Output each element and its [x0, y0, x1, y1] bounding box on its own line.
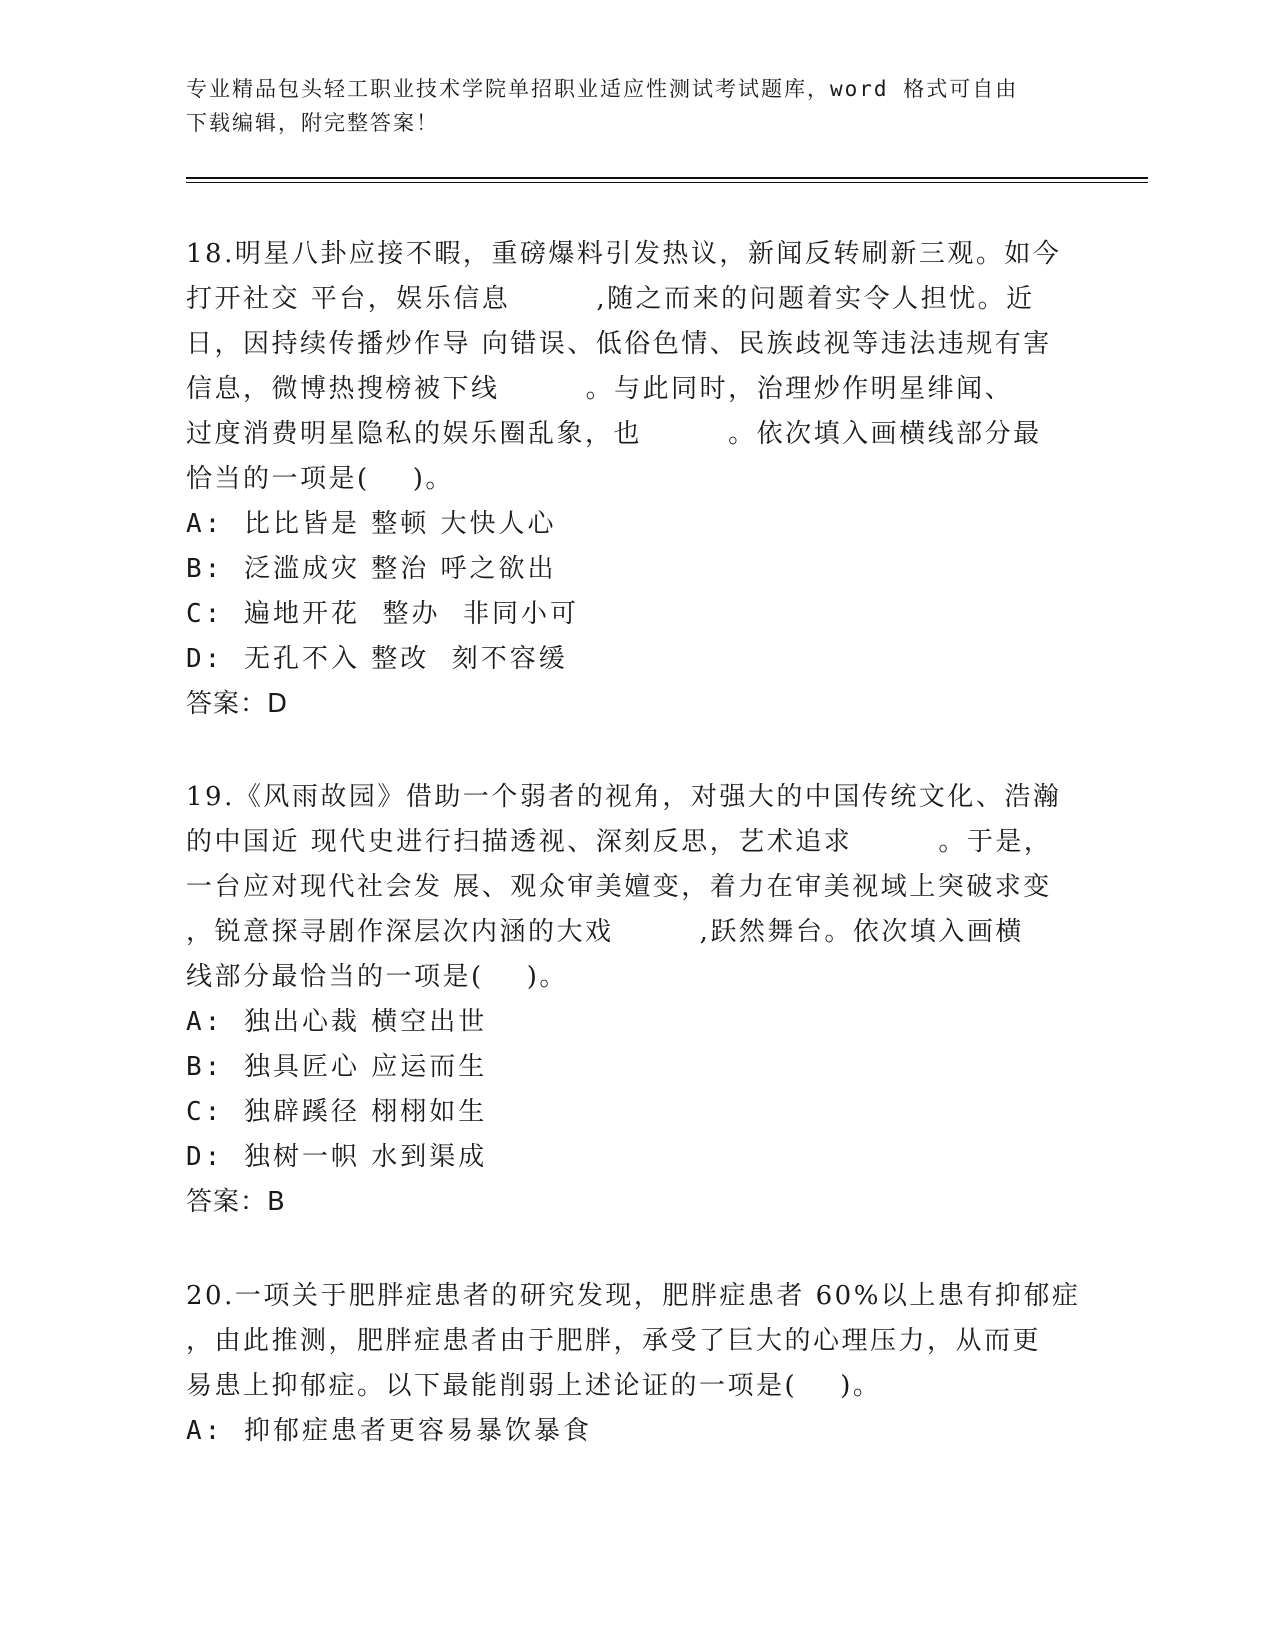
answer-line: 答案：B: [186, 1187, 286, 1217]
option-d: [186, 637, 1066, 682]
stem-line: 日，因持续传播炒作导 向错误、低俗色情、民族歧视等违法违规有害: [186, 329, 1052, 359]
stem-line: ，锐意探寻剧作深层次内涵的大戏 ,跃然舞台。依次填入画横: [186, 917, 1024, 947]
stem-line: 一台应对现代社会发 展、观众审美嬗变，着力在审美视域上突破求变: [186, 872, 1052, 902]
option-text: 抑郁症患者更容易暴饮暴食: [244, 1416, 593, 1446]
option-key: C:: [186, 1097, 224, 1127]
stem-line: 线部分最恰当的一项是( )。: [186, 962, 568, 992]
question-stem: [186, 775, 1066, 1000]
option-key: B:: [186, 554, 224, 584]
stem-line: 20.一项关于肥胖症患者的研究发现，肥胖症患者 60%以上患有抑郁症: [186, 1281, 1081, 1311]
stem-line: 打开社交 平台，娱乐信息 ,随之而来的问题着实令人担忧。近: [186, 284, 1035, 314]
answer-line: 答案：D: [186, 689, 289, 719]
option-key: C:: [186, 599, 224, 629]
question-stem: [186, 232, 1066, 502]
option-text: 独具匠心 应运而生: [244, 1052, 488, 1082]
option-text: 比比皆是 整顿 大快人心: [244, 509, 557, 539]
stem-line: 的中国近 现代史进行扫描透视、深刻反思，艺术追求 。于是，: [186, 827, 1053, 857]
option-text: 独出心裁 横空出世: [244, 1007, 488, 1037]
option-key: A:: [186, 1007, 224, 1037]
stem-line: 信息，微博热搜榜被下线 。与此同时，治理炒作明星绯闻、: [186, 374, 1014, 404]
option-key: B:: [186, 1052, 224, 1082]
option-b: [186, 547, 1066, 592]
header-divider-thick: [186, 177, 1148, 179]
option-key: D:: [186, 644, 224, 674]
option-a: [186, 502, 1066, 547]
question-20: [186, 1274, 1081, 1454]
option-key: A:: [186, 509, 224, 539]
header-line-1: 专业精品包头轻工职业技术学院单招职业适应性测试考试题库，word 格式可自由: [186, 77, 1019, 101]
option-key: A:: [186, 1416, 224, 1446]
question-stem: [186, 1274, 1081, 1409]
option-text: 独树一帜 水到渠成: [244, 1142, 488, 1172]
option-text: 无孔不入 整改 刻不容缓: [244, 644, 568, 674]
stem-line: 18.明星八卦应接不暇，重磅爆料引发热议，新闻反转刷新三观。如今: [186, 239, 1062, 269]
stem-line: 恰当的一项是( )。: [186, 464, 454, 494]
header-divider-thin: [186, 182, 1148, 183]
document-header: [186, 72, 1066, 140]
option-a: [186, 1409, 1066, 1454]
option-text: 独辟蹊径 栩栩如生: [244, 1097, 488, 1127]
header-line-2: 下载编辑，附完整答案！: [186, 111, 439, 135]
stem-line: 过度消费明星隐私的娱乐圈乱象，也 。依次填入画横线部分最: [186, 419, 1042, 449]
option-a: [186, 1000, 1066, 1045]
option-text: 遍地开花 整办 非同小可: [244, 599, 580, 629]
question-18: [186, 232, 1066, 727]
stem-line: 19.《风雨故园》借助一个弱者的视角，对强大的中国传统文化、浩瀚: [186, 782, 1062, 812]
option-b: [186, 1045, 1066, 1090]
option-d: [186, 1135, 1066, 1180]
option-c: [186, 592, 1066, 637]
stem-line: 易患上抑郁症。以下最能削弱上述论证的一项是( )。: [186, 1371, 882, 1401]
option-text: 泛滥成灾 整治 呼之欲出: [244, 554, 557, 584]
option-key: D:: [186, 1142, 224, 1172]
question-19: [186, 775, 1066, 1225]
stem-line: ，由此推测，肥胖症患者由于肥胖，承受了巨大的心理压力，从而更: [186, 1326, 1042, 1356]
option-c: [186, 1090, 1066, 1135]
